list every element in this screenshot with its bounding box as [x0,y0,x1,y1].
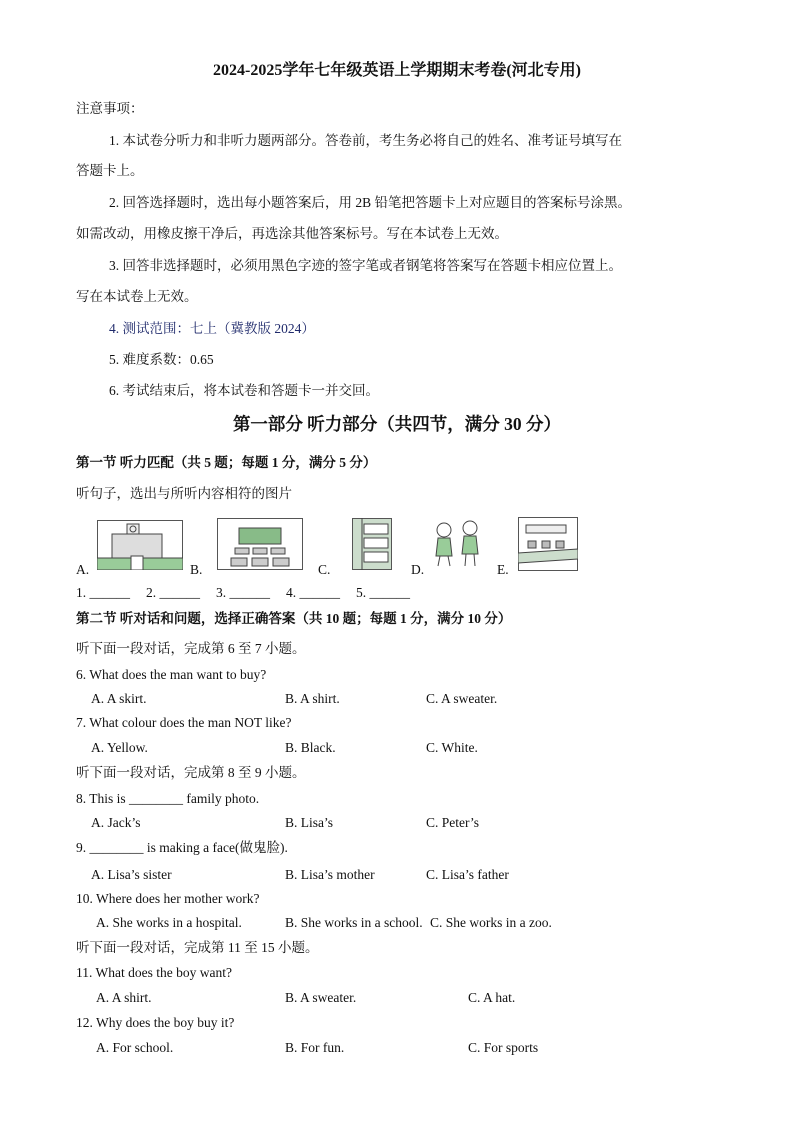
notice-item-1: 1. 本试卷分听力和非听力题两部分。答卷前，考生务必将自己的姓名、准考证号填写在 [109,133,622,148]
page-title: 2024-2025学年七年级英语上学期期末考卷(河北专用) [213,62,581,79]
option-10c[interactable]: C. She works in a zoo. [430,915,552,930]
option-8b[interactable]: B. Lisa’s [285,815,334,830]
option-10b[interactable]: B. She works in a school. [285,915,423,930]
bookshelf-picture [352,518,392,570]
dialogue-instruction-3: 听下面一段对话，完成第 11 至 15 小题。 [76,940,319,955]
question-7: 7. What colour does the man NOT like? [76,715,292,730]
answer-blank-1[interactable]: 1. ______ [76,585,130,600]
option-11b[interactable]: B. A sweater. [285,990,357,1005]
computer-room-picture [518,517,578,571]
option-7c[interactable]: C. White. [426,740,478,755]
answer-blank-5[interactable]: 5. ______ [356,585,410,600]
option-12c[interactable]: C. For sports [468,1040,539,1055]
answer-blank-4[interactable]: 4. ______ [286,585,340,600]
option-6b[interactable]: B. A shirt. [285,691,340,706]
option-12a[interactable]: A. For school. [96,1040,174,1055]
option-7b[interactable]: B. Black. [285,740,336,755]
notice-item-1-cont: 答题卡上。 [76,163,144,178]
notice-item-2-cont: 如需改动，用橡皮擦干净后，再选涂其他答案标号。写在本试卷上无效。 [76,226,508,241]
question-12: 12. Why does the boy buy it? [76,1015,235,1030]
classroom-picture [217,518,303,570]
picture-label-d: D. [411,562,425,577]
option-9b[interactable]: B. Lisa’s mother [285,867,375,882]
option-9a[interactable]: A. Lisa’s sister [91,867,172,882]
answer-blank-3[interactable]: 3. ______ [216,585,270,600]
notice-item-3: 3. 回答非选择题时，必须用黑色字迹的签字笔或者钢笔将答案写在答题卡相应位置上。 [109,258,622,273]
option-7a[interactable]: A. Yellow. [91,740,148,755]
option-12b[interactable]: B. For fun. [285,1040,345,1055]
picture-label-e: E. [497,562,509,577]
part1-heading: 第一部分 听力部分（共四节，满分 30 分） [232,414,562,434]
section1-heading: 第一节 听力匹配（共 5 题；每题 1 分，满分 5 分） [76,455,377,470]
option-11c[interactable]: C. A hat. [468,990,516,1005]
option-6a[interactable]: A. A skirt. [91,691,147,706]
option-6c[interactable]: C. A sweater. [426,691,498,706]
notice-item-4: 4. 测试范围：七上（冀教版 2024） [109,321,315,336]
picture-label-a: A. [76,562,90,577]
children-making-faces-picture [428,518,488,568]
notice-item-2: 2. 回答选择题时，选出每小题答案后，用 2B 铅笔把答题卡上对应题目的答案标号涂黑。 [109,195,632,210]
question-6: 6. What does the man want to buy? [76,667,267,682]
notice-item-5: 5. 难度系数：0.65 [109,352,214,367]
notice-item-6: 6. 考试结束后，将本试卷和答题卡一并交回。 [109,383,379,398]
notice-heading: 注意事项： [76,101,144,116]
notice-item-3-cont: 写在本试卷上无效。 [76,289,198,304]
answer-blank-2[interactable]: 2. ______ [146,585,200,600]
question-10: 10. Where does her mother work? [76,891,260,906]
picture-label-b: B. [190,562,203,577]
dialogue-instruction-2: 听下面一段对话，完成第 8 至 9 小题。 [76,765,306,780]
option-10a[interactable]: A. She works in a hospital. [96,915,242,930]
option-8c[interactable]: C. Peter’s [426,815,479,830]
option-8a[interactable]: A. Jack’s [91,815,141,830]
question-11: 11. What does the boy want? [76,965,232,980]
school-building-picture [97,520,183,570]
picture-label-c: C. [318,562,331,577]
question-9: 9. ________ is making a face(做鬼脸). [76,840,288,855]
dialogue-instruction-1: 听下面一段对话，完成第 6 至 7 小题。 [76,641,306,656]
section2-heading: 第二节 听对话和问题，选择正确答案（共 10 题；每题 1 分，满分 10 分） [76,611,512,626]
question-8: 8. This is ________ family photo. [76,791,260,806]
option-9c[interactable]: C. Lisa’s father [426,867,509,882]
section1-instruction: 听句子，选出与所听内容相符的图片 [76,486,292,501]
option-11a[interactable]: A. A shirt. [96,990,152,1005]
